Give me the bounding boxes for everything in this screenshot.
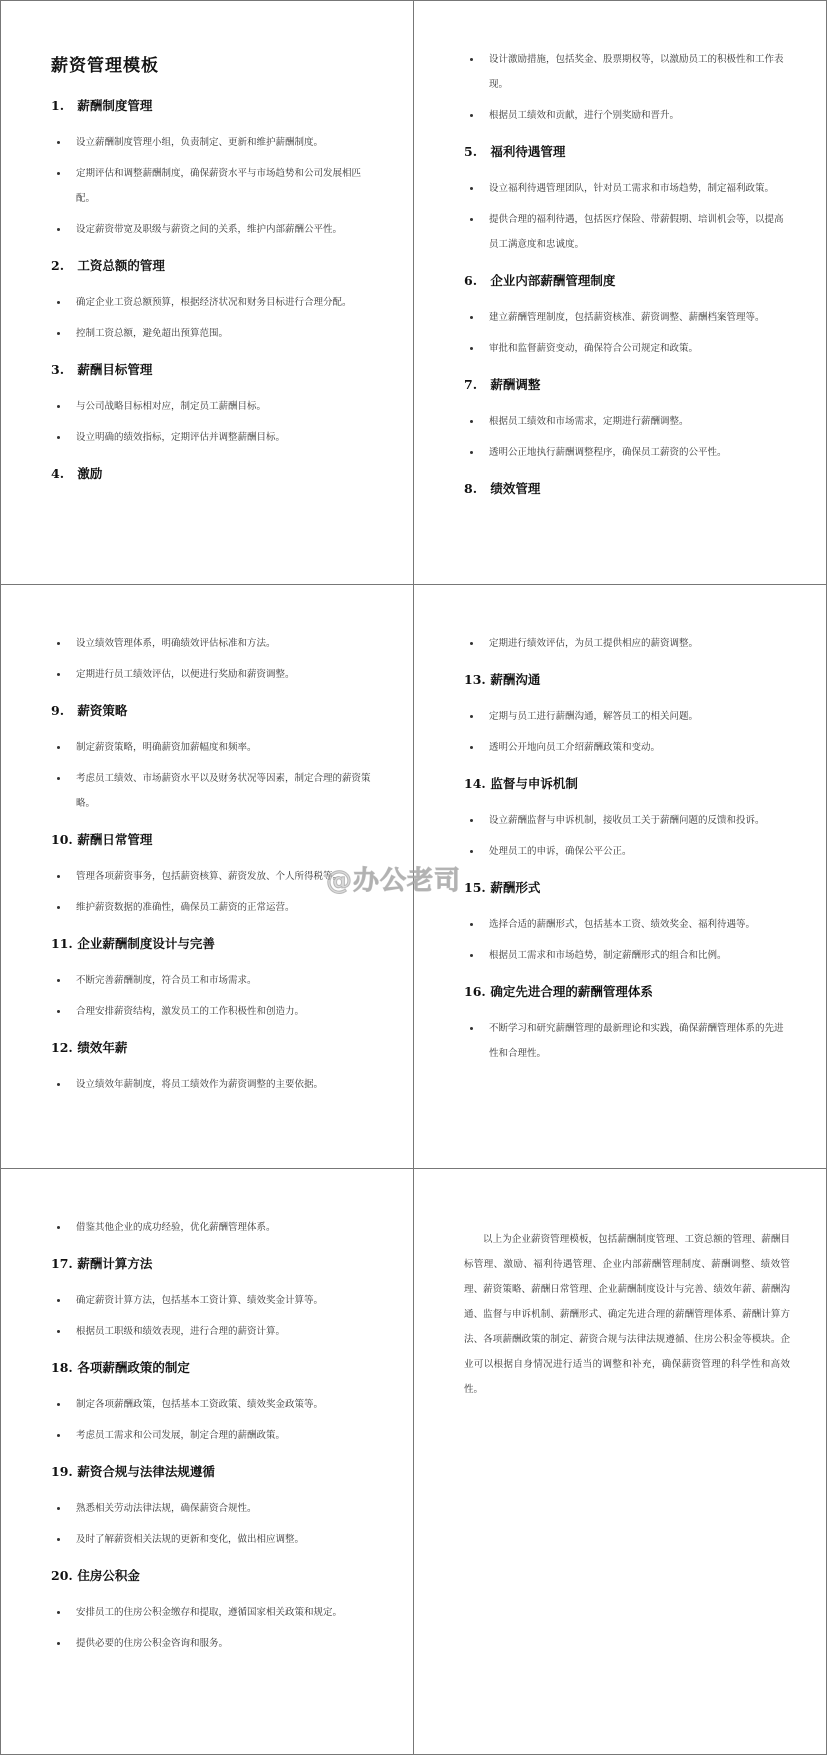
list-item: 借鉴其他企业的成功经验，优化薪酬管理体系。 — [51, 1215, 371, 1240]
bullet-list — [464, 704, 790, 760]
section-heading — [464, 774, 790, 792]
section-heading — [51, 830, 371, 848]
section — [464, 479, 790, 497]
bullet-list — [51, 1215, 371, 1240]
summary-paragraph: 以上为企业薪资管理模板，包括薪酬制度管理、工资总额的管理、薪酬目标管理、激励、福利待遇管理、企业内部薪酬管理制度、薪酬调整、绩效管理、薪资策略、薪酬日常管理、企业薪酬制度设计与完善、绩效年薪、薪酬沟通、监督与申诉机制、薪酬形式、确定先进合理的薪酬管理体系、薪酬计算方法、各项薪酬政策的制定、薪资合规与法律法规遵循、住房公积金等模块。企业可以根据自身情况进行适当的调整和补充，确保薪资管理的科学性和高效性。 — [464, 1234, 790, 1395]
section-number: 3. — [51, 362, 65, 377]
list-item: 确定企业工资总额预算，根据经济状况和财务目标进行合理分配。 — [51, 290, 371, 315]
section-heading — [464, 982, 790, 1000]
section-heading — [464, 878, 790, 896]
section-heading — [464, 670, 790, 688]
list-item: 制定各项薪酬政策，包括基本工资政策、绩效奖金政策等。 — [51, 1392, 371, 1417]
list-item: 设立薪酬监督与申诉机制，接收员工关于薪酬问题的反馈和投诉。 — [464, 808, 790, 833]
section — [464, 271, 790, 361]
section-title: 绩效年薪 — [77, 1040, 128, 1055]
bullet-list — [464, 47, 790, 128]
list-item: 提供必要的住房公积金咨询和服务。 — [51, 1631, 371, 1656]
bullet-list — [464, 305, 790, 361]
list-item: 设立绩效管理体系，明确绩效评估标准和方法。 — [51, 631, 371, 656]
list-item: 确定薪资计算方法，包括基本工资计算、绩效奖金计算等。 — [51, 1288, 371, 1313]
section — [51, 1462, 371, 1552]
section-heading — [51, 701, 371, 719]
section — [51, 701, 371, 816]
section-heading — [51, 464, 371, 482]
page-content — [464, 47, 790, 513]
section-heading — [51, 1566, 371, 1584]
section — [51, 934, 371, 1024]
bullet-list — [51, 1288, 371, 1344]
list-item: 定期进行员工绩效评估，以便进行奖励和薪资调整。 — [51, 662, 371, 687]
section-heading — [51, 360, 371, 378]
section-heading — [464, 271, 790, 289]
list-item: 根据员工需求和市场趋势，制定薪酬形式的组合和比例。 — [464, 943, 790, 968]
page-content — [51, 47, 371, 498]
section-title: 绩效管理 — [490, 481, 541, 496]
list-item: 定期进行绩效评估，为员工提供相应的薪资调整。 — [464, 631, 790, 656]
section-number: 14. — [464, 776, 486, 791]
list-item: 设立明确的绩效指标，定期评估并调整薪酬目标。 — [51, 425, 371, 450]
section-title: 薪酬计算方法 — [77, 1256, 153, 1271]
bullet-list — [51, 1496, 371, 1552]
section-title: 激励 — [77, 466, 103, 481]
section-title: 确定先进合理的薪酬管理体系 — [490, 984, 653, 999]
list-item: 不断完善薪酬制度，符合员工和市场需求。 — [51, 968, 371, 993]
section-number: 2. — [51, 258, 65, 273]
section — [51, 631, 371, 687]
section-number: 16. — [464, 984, 486, 999]
section — [464, 982, 790, 1066]
bullet-list — [51, 1600, 371, 1656]
section-number: 7. — [464, 377, 478, 392]
section-number: 15. — [464, 880, 486, 895]
list-item: 设立福利待遇管理团队，针对员工需求和市场趋势，制定福利政策。 — [464, 176, 790, 201]
list-item: 根据员工绩效和市场需求，定期进行薪酬调整。 — [464, 409, 790, 434]
section-heading — [51, 96, 371, 114]
section-number: 4. — [51, 466, 65, 481]
bullet-list — [464, 1016, 790, 1066]
list-item: 审批和监督薪资变动，确保符合公司规定和政策。 — [464, 336, 790, 361]
section — [51, 360, 371, 450]
section-number: 18. — [51, 1360, 73, 1375]
section-heading — [464, 142, 790, 160]
page-4 — [413, 584, 827, 1169]
section-heading — [51, 1038, 371, 1056]
list-item: 不断学习和研究薪酬管理的最新理论和实践，确保薪酬管理体系的先进性和合理性。 — [464, 1016, 790, 1066]
list-item: 处理员工的申诉，确保公平公正。 — [464, 839, 790, 864]
section-number: 1. — [51, 98, 65, 113]
bullet-list — [51, 1072, 371, 1097]
section — [51, 1215, 371, 1240]
section-title: 薪酬日常管理 — [77, 832, 153, 847]
section-number: 20. — [51, 1568, 73, 1583]
list-item: 制定薪资策略，明确薪资加薪幅度和频率。 — [51, 735, 371, 760]
section — [51, 1358, 371, 1448]
section — [464, 878, 790, 968]
list-item: 与公司战略目标相对应，制定员工薪酬目标。 — [51, 394, 371, 419]
bullet-list — [464, 808, 790, 864]
page-3 — [0, 584, 414, 1169]
list-item: 考虑员工绩效、市场薪资水平以及财务状况等因素，制定合理的薪资策略。 — [51, 766, 371, 816]
page-2 — [413, 0, 827, 585]
section — [464, 774, 790, 864]
section-heading — [51, 1254, 371, 1272]
bullet-list — [51, 631, 371, 687]
bullet-list — [51, 968, 371, 1024]
section-number: 10. — [51, 832, 73, 847]
page-content — [51, 631, 371, 1111]
page-1 — [0, 0, 414, 585]
section-title: 监督与申诉机制 — [490, 776, 578, 791]
bullet-list — [51, 130, 371, 242]
list-item: 安排员工的住房公积金缴存和提取，遵循国家相关政策和规定。 — [51, 1600, 371, 1625]
section — [51, 1038, 371, 1097]
section-number: 11. — [51, 936, 73, 951]
section — [464, 142, 790, 257]
list-item: 根据员工绩效和贡献，进行个别奖励和晋升。 — [464, 103, 790, 128]
page-5 — [0, 1168, 414, 1755]
section-number: 12. — [51, 1040, 73, 1055]
list-item: 设立绩效年薪制度，将员工绩效作为薪资调整的主要依据。 — [51, 1072, 371, 1097]
section-title: 各项薪酬政策的制定 — [77, 1360, 190, 1375]
list-item: 提供合理的福利待遇，包括医疗保险、带薪假期、培训机会等，以提高员工满意度和忠诚度。 — [464, 207, 790, 257]
bullet-list — [464, 912, 790, 968]
section — [51, 1254, 371, 1344]
list-item: 设计激励措施，包括奖金、股票期权等，以激励员工的积极性和工作表现。 — [464, 47, 790, 97]
bullet-list — [464, 631, 790, 656]
section — [464, 670, 790, 760]
section-heading — [464, 375, 790, 393]
list-item: 熟悉相关劳动法律法规，确保薪资合规性。 — [51, 1496, 371, 1521]
section — [464, 375, 790, 465]
bullet-list — [51, 290, 371, 346]
page-content — [464, 1215, 790, 1402]
section-heading — [464, 479, 790, 497]
section-title: 福利待遇管理 — [490, 144, 566, 159]
list-item: 设定薪资带宽及职级与薪资之间的关系，维护内部薪酬公平性。 — [51, 217, 371, 242]
bullet-list — [464, 176, 790, 257]
section-number: 5. — [464, 144, 478, 159]
section-number: 9. — [51, 703, 65, 718]
section-title: 住房公积金 — [77, 1568, 140, 1583]
section — [464, 47, 790, 128]
section-heading — [51, 1462, 371, 1480]
list-item: 定期与员工进行薪酬沟通，解答员工的相关问题。 — [464, 704, 790, 729]
page-6 — [413, 1168, 827, 1755]
list-item: 透明公正地执行薪酬调整程序，确保员工薪资的公平性。 — [464, 440, 790, 465]
section-heading — [51, 934, 371, 952]
section-heading — [51, 1358, 371, 1376]
section-title: 薪酬形式 — [490, 880, 541, 895]
list-item: 选择合适的薪酬形式，包括基本工资、绩效奖金、福利待遇等。 — [464, 912, 790, 937]
list-item: 控制工资总额，避免超出预算范围。 — [51, 321, 371, 346]
section-title: 企业内部薪酬管理制度 — [490, 273, 616, 288]
list-item: 建立薪酬管理制度，包括薪资核准、薪资调整、薪酬档案管理等。 — [464, 305, 790, 330]
section-number: 19. — [51, 1464, 73, 1479]
list-item: 根据员工职级和绩效表现，进行合理的薪资计算。 — [51, 1319, 371, 1344]
list-item: 透明公开地向员工介绍薪酬政策和变动。 — [464, 735, 790, 760]
list-item: 合理安排薪资结构，激发员工的工作积极性和创造力。 — [51, 999, 371, 1024]
section-number: 6. — [464, 273, 478, 288]
bullet-list — [51, 1392, 371, 1448]
list-item: 维护薪资数据的准确性，确保员工薪资的正常运营。 — [51, 895, 371, 920]
page-content — [51, 1215, 371, 1670]
bullet-list — [51, 735, 371, 816]
watermark: @办公老司 — [326, 866, 462, 896]
section — [51, 1566, 371, 1656]
list-item: 设立薪酬制度管理小组，负责制定、更新和维护薪酬制度。 — [51, 130, 371, 155]
list-item: 及时了解薪资相关法规的更新和变化，做出相应调整。 — [51, 1527, 371, 1552]
bullet-list — [464, 409, 790, 465]
page-content — [464, 631, 790, 1080]
section — [464, 631, 790, 656]
bullet-list — [51, 864, 371, 920]
list-item: 管理各项薪资事务，包括薪资核算、薪资发放、个人所得税等。 — [51, 864, 371, 889]
section-title: 薪酬制度管理 — [77, 98, 153, 113]
section-title: 薪资合规与法律法规遵循 — [77, 1464, 215, 1479]
section-title: 薪酬调整 — [490, 377, 541, 392]
section-title: 薪酬沟通 — [490, 672, 541, 687]
section-number: 13. — [464, 672, 486, 687]
bullet-list — [51, 394, 371, 450]
section — [51, 96, 371, 242]
section — [51, 830, 371, 920]
section-number: 8. — [464, 481, 478, 496]
document-title: 薪资管理模板 — [51, 56, 159, 76]
section-title: 企业薪酬制度设计与完善 — [77, 936, 215, 951]
section-title: 薪酬目标管理 — [77, 362, 153, 377]
section — [51, 256, 371, 346]
section — [51, 464, 371, 482]
list-item: 考虑员工需求和公司发展，制定合理的薪酬政策。 — [51, 1423, 371, 1448]
section-heading — [51, 256, 371, 274]
list-item: 定期评估和调整薪酬制度，确保薪资水平与市场趋势和公司发展相匹配。 — [51, 161, 371, 211]
section-title: 薪资策略 — [77, 703, 128, 718]
section-title: 工资总额的管理 — [77, 258, 165, 273]
section-number: 17. — [51, 1256, 73, 1271]
